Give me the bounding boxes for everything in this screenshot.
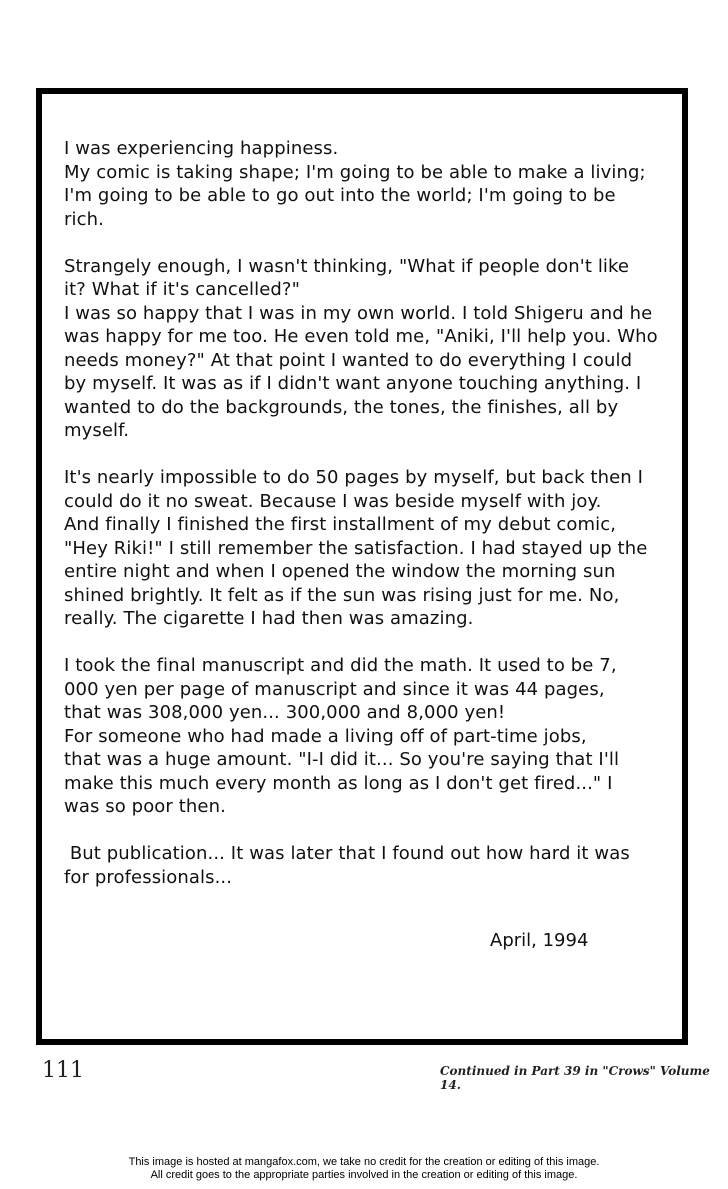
paragraph [64, 842, 690, 889]
text-line: could do it no sweat. Because I was beside myself with joy. [64, 490, 602, 512]
paragraph [64, 654, 690, 819]
text-line: make this much every month as long as I don't get fired..." I [64, 772, 613, 794]
text-line: My comic is taking shape; I'm going to be able to make a living; [64, 161, 646, 183]
text-line: needs money?" At that point I wanted to do everything I could [64, 349, 633, 371]
text-line: But publication... It was later that I found out how hard it was [64, 843, 630, 864]
text-line: I'm going to be able to go out into the world; I'm going to be [64, 185, 616, 206]
text-line: was happy for me too. He even told me, "Aniki, I'll help you. Who [64, 326, 658, 347]
text-line: that was a huge amount. "I-I did it... So you're saying that I'll [64, 749, 620, 770]
date-signature: April, 1994 [490, 930, 589, 951]
paragraph [64, 466, 690, 631]
text-line: I was experiencing happiness. [64, 138, 339, 159]
text-line: for professionals... [64, 866, 233, 888]
page-number: 111 [42, 1058, 84, 1083]
text-line: I was so happy that I was in my own world. I told Shigeru and he [64, 302, 653, 324]
text-line: by myself. It was as if I didn't want anyone touching anything. I [64, 373, 642, 394]
text-line: Strangely enough, I wasn't thinking, "What if people don't like [64, 255, 630, 277]
paragraph [64, 137, 690, 231]
disclaimer-line: All credit goes to the appropriate parties involved in the creation or editing of this image. [150, 1169, 578, 1181]
disclaimer-line: This image is hosted at mangafox.com, we take no credit for the creation or editing of this image. [128, 1156, 600, 1168]
text-line: "Hey Riki!" I still remember the satisfaction. I had stayed up the [64, 537, 648, 559]
text-line: was so poor then. [64, 796, 226, 817]
text-line: And finally I finished the first installment of my debut comic, [64, 514, 617, 535]
text-line: entire night and when I opened the window the morning sun [64, 561, 616, 582]
text-line: myself. [64, 420, 130, 441]
text-line: For someone who had made a living off of part-time jobs, [64, 725, 587, 747]
hosting-disclaimer [0, 1156, 728, 1182]
text-line: I took the final manuscript and did the math. It used to be 7, [64, 655, 617, 676]
paragraph [64, 255, 690, 443]
text-line: 000 yen per page of manuscript and since it was 44 pages, [64, 678, 605, 700]
afterword-text [64, 137, 690, 913]
text-line: it? What if it's cancelled?" [64, 279, 300, 300]
text-line: wanted to do the backgrounds, the tones, the finishes, all by [64, 396, 619, 418]
text-line: really. The cigarette I had then was amazing. [64, 608, 474, 629]
text-line: that was 308,000 yen... 300,000 and 8,000 yen! [64, 702, 506, 723]
continued-note: Continued in Part 39 in "Crows" Volume 14. [440, 1064, 710, 1092]
text-line: rich. [64, 208, 104, 230]
text-line: It's nearly impossible to do 50 pages by myself, but back then I [64, 467, 643, 488]
text-line: shined brightly. It felt as if the sun was rising just for me. No, [64, 584, 620, 606]
